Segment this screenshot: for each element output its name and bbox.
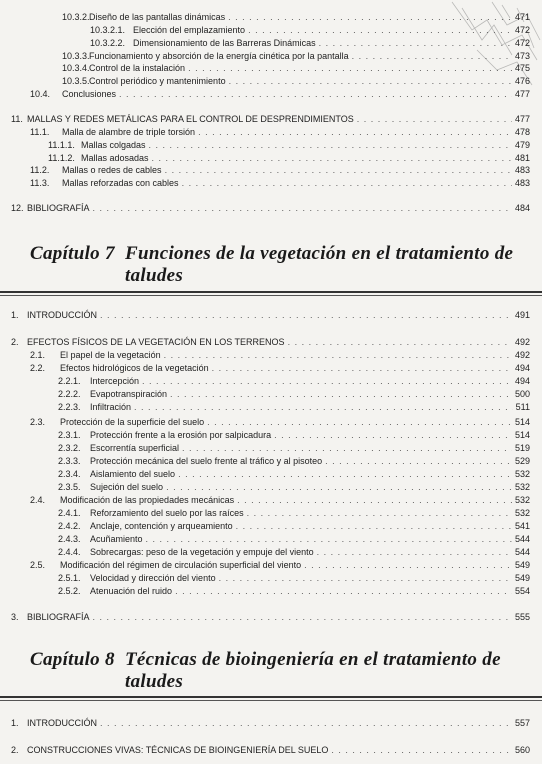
toc-entry: 2.2.3. Infiltración . . . 511 <box>58 402 530 413</box>
toc-entry: 11.3. Mallas reforzadas con cables . . . 483 <box>30 178 530 189</box>
toc-entry: 11.1. Malla de alambre de triple torsión . . . 478 <box>30 127 530 138</box>
toc-entry: 2.5.1. Velocidad y dirección del viento . . . 549 <box>58 573 530 584</box>
chapter-title: Técnicas de bioingeniería en el tratamiento de <box>125 649 501 670</box>
toc-entry: 10.3.2.1. Elección del emplazamiento . . . 472 <box>90 25 530 36</box>
chapter-heading <box>30 649 535 693</box>
toc-entry: 10.4. Conclusiones . . . 477 <box>30 89 530 100</box>
toc-entry: 2.3.3. Protección mecánica del suelo frente al tráfico y al pisoteo . . . 529 <box>58 456 530 467</box>
toc-entry: 2.5. Modificación del régimen de circulación superficial del viento . . . 549 <box>30 560 530 571</box>
toc-entry: 2. CONSTRUCCIONES VIVAS: TÉCNICAS DE BIOINGENIERÍA DEL SUELO . . . 560 <box>11 745 530 756</box>
chapter-rule <box>0 700 542 701</box>
toc-entry: 2.3.2. Escorrentía superficial . . . 519 <box>58 443 530 454</box>
toc-entry: 2.4.3. Acuñamiento . . . 544 <box>58 534 530 545</box>
chapter-rule <box>0 696 542 698</box>
toc-entry: 11. MALLAS Y REDES METÁLICAS PARA EL CONTROL DE DESPRENDIMIENTOS . . . 477 <box>11 114 530 125</box>
chapter-title-continued: taludes <box>125 265 184 286</box>
toc-entry: 10.3.5. Control periódico y mantenimiento . . . 476 <box>62 76 530 87</box>
chapter-label: Capítulo 7 <box>30 243 115 264</box>
toc-entry: 2.4.1. Reforzamiento del suelo por las raíces . . . 532 <box>58 508 530 519</box>
toc-entry: 10.3.2. Diseño de las pantallas dinámicas . . . 471 <box>62 12 530 23</box>
toc-entry: 1. INTRODUCCIÓN . . . 557 <box>11 718 530 729</box>
toc-entry: 2.3. Protección de la superficie del suelo . . . 514 <box>30 417 530 428</box>
chapter-rule <box>0 291 542 293</box>
toc-entry: 11.1.2. Mallas adosadas . . . 481 <box>48 153 530 164</box>
toc-entry: 2.3.4. Aislamiento del suelo . . . 532 <box>58 469 530 480</box>
chapter-rule <box>0 295 542 296</box>
chapter-label: Capítulo 8 <box>30 649 115 670</box>
toc-entry: 11.2. Mallas o redes de cables . . . 483 <box>30 165 530 176</box>
toc-entry: 10.3.3. Funcionamiento y absorción de la energía cinética por la pantalla . . . 473 <box>62 51 530 62</box>
toc-entry: 10.3.4. Control de la instalación . . . 475 <box>62 63 530 74</box>
toc-entry: 2.4.2. Anclaje, contención y arqueamiento . . . 541 <box>58 521 530 532</box>
toc-entry: 12. BIBLIOGRAFÍA . . . 484 <box>11 203 530 214</box>
chapter-title-continued: taludes <box>125 671 184 692</box>
toc-entry: 1. INTRODUCCIÓN . . . 491 <box>11 310 530 321</box>
toc-entry: 2.2.2. Evapotranspiración . . . 500 <box>58 389 530 400</box>
toc-entry: 2.1. El papel de la vegetación . . . 492 <box>30 350 530 361</box>
toc-entry: 10.3.2.2. Dimensionamiento de las Barreras Dinámicas . . . 472 <box>90 38 530 49</box>
toc-entry: 2.4. Modificación de las propiedades mecánicas . . . 532 <box>30 495 530 506</box>
toc-entry: 2.5.2. Atenuación del ruido . . . 554 <box>58 586 530 597</box>
toc-entry: 11.1.1. Mallas colgadas . . . 479 <box>48 140 530 151</box>
toc-entry: 2.3.5. Sujeción del suelo . . . 532 <box>58 482 530 493</box>
toc-entry: 2.3.1. Protección frente a la erosión por salpicadura . . . 514 <box>58 430 530 441</box>
toc-entry: 2.4.4. Sobrecargas: peso de la vegetación y empuje del viento . . . 544 <box>58 547 530 558</box>
chapter-heading <box>30 243 535 287</box>
toc-entry: 2.2. Efectos hidrológicos de la vegetación . . . 494 <box>30 363 530 374</box>
toc-entry: 3. BIBLIOGRAFÍA . . . 555 <box>11 612 530 623</box>
toc-entry: 2.2.1. Intercepción . . . 494 <box>58 376 530 387</box>
chapter-title: Funciones de la vegetación en el tratamiento de <box>125 243 514 264</box>
toc-entry: 2. EFECTOS FÍSICOS DE LA VEGETACIÓN EN LOS TERRENOS . . . 492 <box>11 337 530 348</box>
